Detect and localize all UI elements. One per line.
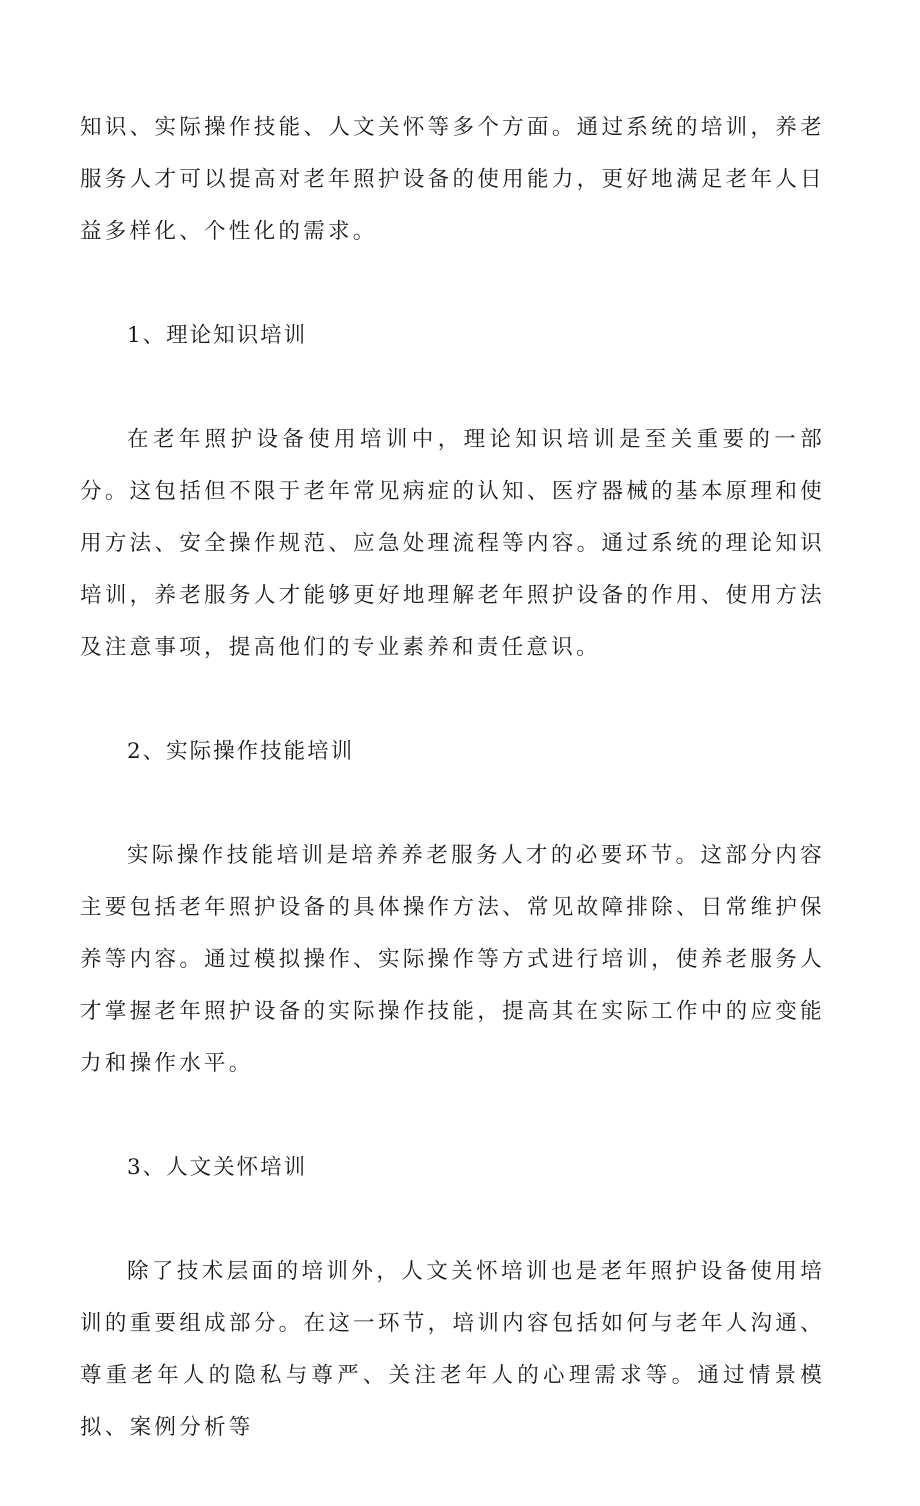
paragraph-humanistic-care: 除了技术层面的培训外，人文关怀培训也是老年照护设备使用培训的重要组成部分。在这一环节，培训内容包括如何与老年人沟通、尊重老年人的隐私与尊严、关注老年人的心理需求等。通过情景模拟、案例分析等 (80, 1259, 825, 1440)
paragraph-practice: 实际操作技能培训是培养养老服务人才的必要环节。这部分内容主要包括老年照护设备的具体操作方法、常见故障排除、日常维护保养等内容。通过模拟操作、实际操作等方式进行培训，使养老服务人才掌握老年照护设备的实际操作技能，提高其在实际工作中的应变能力和操作水平。 (80, 843, 825, 1076)
section-heading-theory: 1、理论知识培训 (127, 323, 308, 348)
document-body (80, 102, 825, 1506)
paragraph-intro-continuation: 知识、实际操作技能、人文关怀等多个方面。通过系统的培训，养老服务人才可以提高对老年照护设备的使用能力，更好地满足老年人日益多样化、个性化的需求。 (80, 115, 825, 244)
section-heading-practice: 2、实际操作技能培训 (127, 739, 355, 764)
paragraph-theory: 在老年照护设备使用培训中，理论知识培训是至关重要的一部分。这包括但不限于老年常见病症的认知、医疗器械的基本原理和使用方法、安全操作规范、应急处理流程等内容。通过系统的理论知识培训，养老服务人才能够更好地理解老年照护设备的作用、使用方法及注意事项，提高他们的专业素养和责任意识。 (80, 427, 825, 660)
section-heading-humanistic-care: 3、人文关怀培训 (127, 1155, 308, 1180)
